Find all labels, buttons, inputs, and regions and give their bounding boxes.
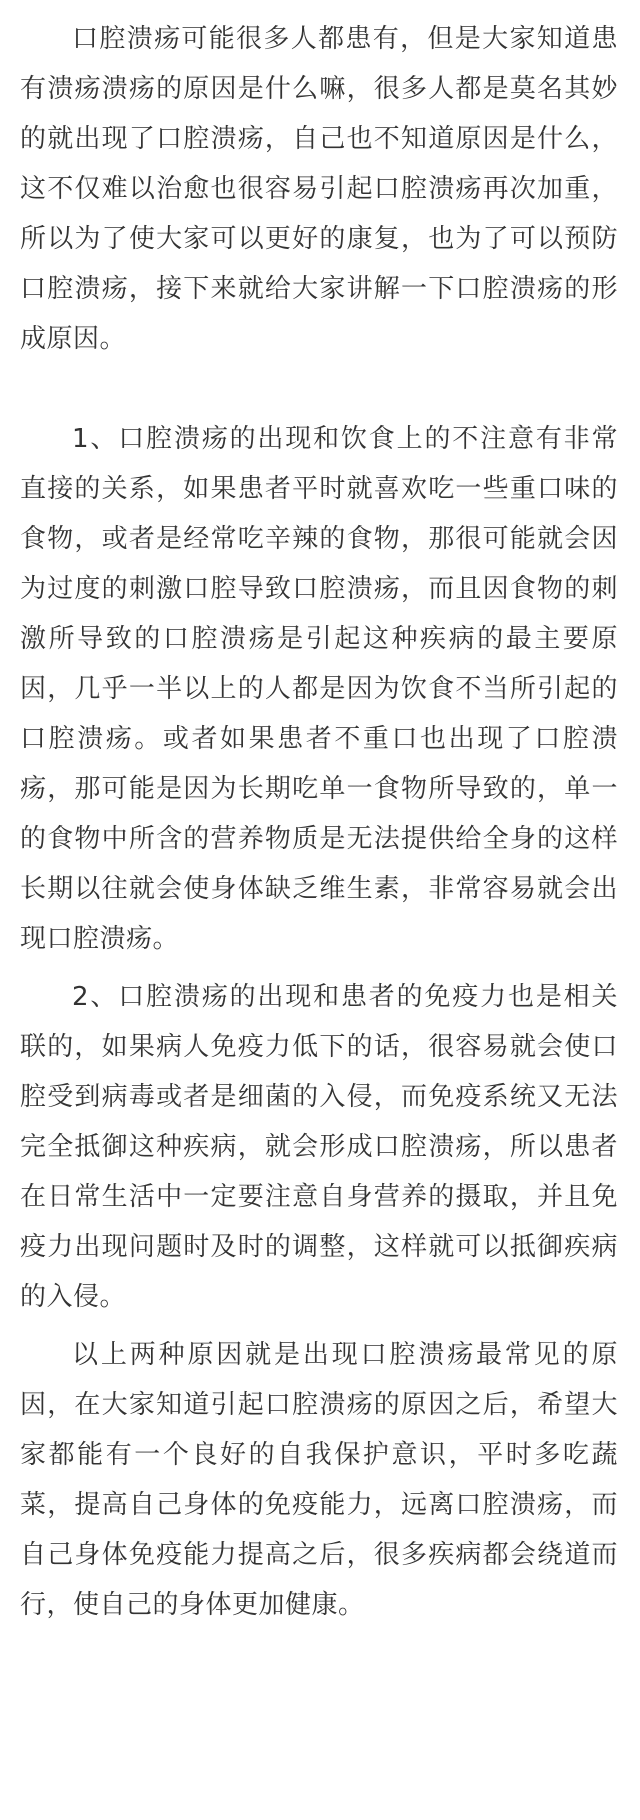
conclusion-paragraph: 以上两种原因就是出现口腔溃疡最常见的原因，在大家知道引起口腔溃疡的原因之后，希望大家都能有一个良好的自我保护意识，平时多吃蔬菜，提高自己身体的免疫能力，远离口腔溃疡，而自己身体免疫能力提高之后，很多疾病都会绕道而行，使自己的身体更加健康。 bbox=[20, 1340, 618, 1620]
intro-paragraph: 口腔溃疡可能很多人都患有，但是大家知道患有溃疡溃疡的原因是什么嘛，很多人都是莫名其妙的就出现了口腔溃疡，自己也不知道原因是什么，这不仅难以治愈也很容易引起口腔溃疡再次加重，所以为了使大家可以更好的康复，也为了可以预防口腔溃疡，接下来就给大家讲解一下口腔溃疡的形成原因。 bbox=[20, 24, 618, 354]
reason-1-paragraph: 1、口腔溃疡的出现和饮食上的不注意有非常直接的关系，如果患者平时就喜欢吃一些重口味的食物，或者是经常吃辛辣的食物，那很可能就会因为过度的刺激口腔导致口腔溃疡，而且因食物的刺激所导致的口腔溃疡是引起这种疾病的最主要原因，几乎一半以上的人都是因为饮食不当所引起的口腔溃疡。或者如果患者不重口也出现了口腔溃疡，那可能是因为长期吃单一食物所导致的，单一的食物中所含的营养物质是无法提供给全身的这样长期以往就会使身体缺乏维生素，非常容易就会出现口腔溃疡。 bbox=[20, 424, 618, 954]
reason-2-paragraph: 2、口腔溃疡的出现和患者的免疫力也是相关联的，如果病人免疫力低下的话，很容易就会使口腔受到病毒或者是细菌的入侵，而免疫系统又无法完全抵御这种疾病，就会形成口腔溃疡，所以患者在日常生活中一定要注意自身营养的摄取，并且免疫力出现问题时及时的调整，这样就可以抵御疾病的入侵。 bbox=[20, 982, 618, 1312]
